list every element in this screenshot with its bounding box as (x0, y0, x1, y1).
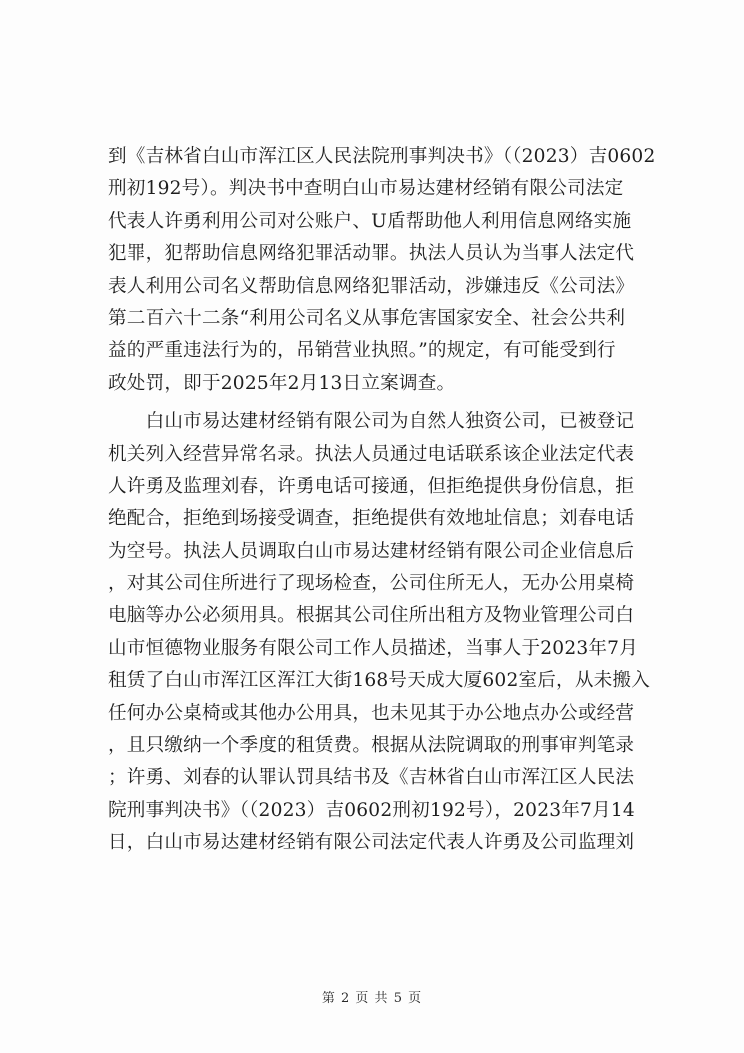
text-line: 政处罚，即于2025年2月13日立案调查。 (108, 372, 456, 394)
document-body (108, 141, 668, 860)
text-line: 到《吉林省白山市浑江区人民法院刑事判决书》（（2023）吉0602 (108, 146, 656, 167)
text-line: 白山市易达建材经销有限公司为自然人独资公司，已被登记 (108, 411, 635, 433)
text-line: 表人利用公司名义帮助信息网络犯罪活动，涉嫌违反《公司法》 (108, 275, 635, 297)
text-line: 为空号。执法人员调取白山市易达建材经销有限公司企业信息后 (108, 540, 635, 562)
text-line: 代表人许勇利用公司对公账户、U盾帮助他人利用信息网络实施 (108, 210, 632, 232)
text-line: 犯罪，犯帮助信息网络犯罪活动罪。执法人员认为当事人法定代 (108, 243, 635, 265)
text-line: 电脑等办公必须用具。根据其公司住所出租方及物业管理公司白 (108, 605, 635, 627)
text-line: 任何办公桌椅或其他办公用具，也未见其于办公地点办公或经营 (108, 702, 635, 724)
text-line: 机关列入经营异常名录。执法人员通过电话联系该企业法定代表 (108, 443, 635, 465)
text-line: ；许勇、刘春的认罪认罚具结书及《吉林省白山市浑江区人民法 (108, 767, 635, 789)
text-line: 日，白山市易达建材经销有限公司法定代表人许勇及公司监理刘 (108, 832, 635, 854)
text-line: 院刑事判决书》（（2023）吉0602刑初192号），2023年7月14 (108, 799, 635, 821)
text-line: 益的严重违法行为的，吊销营业执照。”的规定，有可能受到行 (108, 340, 616, 362)
paragraph-1 (108, 141, 668, 400)
text-line: ，对其公司住所进行了现场检查，公司住所无人，无办公用桌椅 (108, 573, 635, 595)
page-number-footer: 第 2 页 共 5 页 (321, 991, 423, 1006)
paragraph-2 (108, 406, 668, 859)
text-line: 第二百六十二条“利用公司名义从事危害国家安全、社会公共利 (108, 307, 626, 329)
text-line: ，且只缴纳一个季度的租赁费。根据从法院调取的刑事审判笔录 (108, 735, 635, 757)
text-line: 租赁了白山市浑江区浑江大街168号天成大厦602室后，从未搬入 (108, 670, 651, 692)
text-line: 山市恒德物业服务有限公司工作人员描述，当事人于2023年7月 (108, 637, 638, 659)
text-line: 绝配合，拒绝到场接受调查，拒绝提供有效地址信息；刘春电话 (108, 508, 635, 530)
text-line: 刑初192号）。判决书中查明白山市易达建材经销有限公司法定 (108, 178, 624, 200)
text-line: 人许勇及监理刘春，许勇电话可接通，但拒绝提供身份信息，拒 (108, 475, 635, 497)
